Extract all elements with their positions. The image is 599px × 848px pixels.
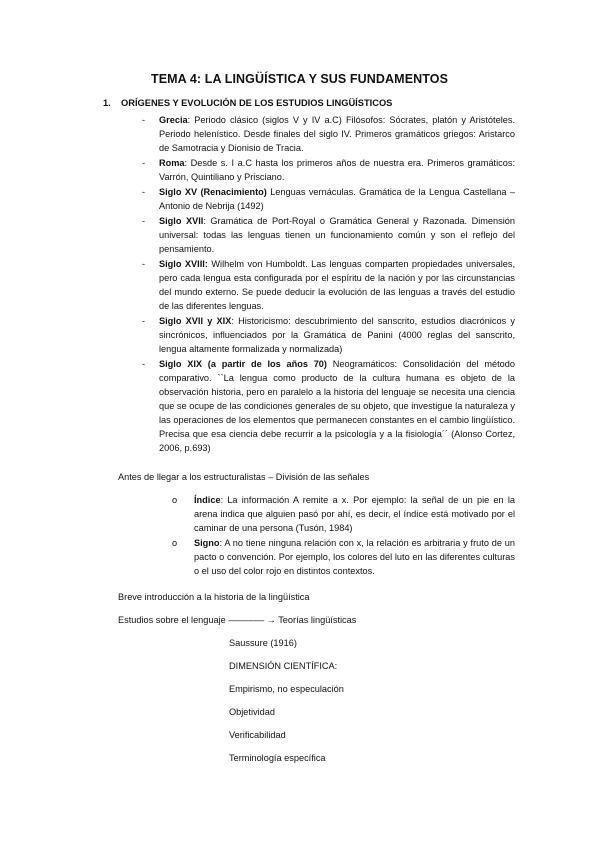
dash-bullet: -	[142, 359, 146, 369]
studies-line: Estudios sobre el lenguaje ––––––– → Teorías lingüísticas	[118, 615, 357, 625]
item-text: : La información A remite a x. Por ejemplo: la señal de un pie en la arena indica que alguien pasó por ahí, es decir, el índice está motivado por el caminar de una persona (Tusón, 1984)	[194, 495, 515, 533]
dash-bullet: -	[142, 259, 146, 269]
theory-line: Terminología específica	[229, 753, 326, 763]
item-text: Wilhelm von Humboldt. Las lenguas comparten propiedades universales, pero cada lengua esta configurada por el espíritu de la nación y por las circunstancias del mundo externo. Se puede deducir la evolución de las lenguas a través del estudio de las diferentes lenguas.	[159, 259, 515, 311]
item-text: : Historicismo: descubrimiento del sanscrito, estudios diacrónicos y sincrónicos, influenciados por la Gramática de Panini (4000 reglas del sanscrito, lengua altamente formalizada y normalizada)	[159, 316, 515, 354]
item-text: : Gramática de Port-Royal o Gramática General y Razonada. Dimensión universal: todas las lenguas tienen un funcionamiento común y son el reflejo del pensamiento.	[159, 216, 515, 254]
section-heading-text: ORÍGENES Y EVOLUCIÓN DE LOS ESTUDIOS LINGÜÍSTICOS	[121, 98, 393, 108]
dash-bullet: -	[142, 187, 146, 197]
list-item	[143, 314, 515, 356]
theory-line: Objetividad	[229, 707, 275, 717]
list-item	[143, 156, 515, 184]
dash-bullet: -	[142, 316, 146, 326]
list-item	[143, 185, 515, 213]
list-item	[172, 536, 515, 578]
theory-line: DIMENSIÓN CIENTÍFICA:	[229, 661, 338, 671]
item-term: Siglo XVIII:	[159, 259, 208, 269]
circle-bullet: o	[172, 495, 178, 505]
list-item	[143, 357, 515, 455]
item-text: : Desde s. I a.C hasta los primeros años de nuestra era. Primeros gramáticos: Varrón, Quintiliano y Prisciano.	[159, 158, 515, 182]
item-term: Roma	[159, 158, 185, 168]
theory-line: Verificabilidad	[229, 730, 286, 740]
section-number: 1.	[103, 98, 111, 108]
dash-bullet: -	[142, 115, 146, 125]
item-text: Neogramáticos: Consolidación del método comparativo. ``La lengua como producto de la cultura humana es objeto de la observación historia, pero en paralelo a la historia del lenguaje se necesita una ciencia que se ocupe de las condiciones generales de su objeto, que investigue la naturaleza y las operaciones de los elementos que permanecen constantes en el cambio lingüístico. Precisa que esa ciencia debe recurrir a la psicología y a la fisiología´´ (Alonso Cortez, 2006, p.693)	[159, 359, 515, 453]
circle-bullet: o	[172, 538, 178, 548]
item-text: Lenguas vernáculas. Gramática de la Lengua Castellana – Antonio de Nebrija (1492)	[159, 187, 515, 211]
item-term: Signo	[194, 538, 220, 548]
item-text: : Periodo clásico (siglos V y IV a.C) Filósofos: Sócrates, platón y Aristóteles. Periodo helenístico. Desde finales del siglo IV. Primeros gramáticos griegos: Aristarco de Samotracia y Dionisio de Tracia.	[159, 115, 515, 153]
history-list	[143, 113, 515, 456]
item-term: Siglo XVII y XIX	[159, 316, 232, 326]
item-text: : A no tiene ninguna relación con x, la relación es arbitraria y fruto de un pacto o convención. Por ejemplo, los colores del luto en las diferentes culturas o el uso del color rojo en distintos contextos.	[194, 538, 515, 576]
item-term: Siglo XIX (a partir de los años 70)	[159, 359, 327, 369]
theory-line: Saussure (1916)	[229, 638, 297, 648]
list-item	[172, 493, 515, 535]
dash-bullet: -	[142, 158, 146, 168]
item-term: Índice	[194, 495, 221, 505]
section-heading	[103, 98, 392, 108]
item-term: Siglo XV (Renacimiento)	[159, 187, 267, 197]
dash-bullet: -	[142, 216, 146, 226]
item-term: Siglo XVII	[159, 216, 204, 226]
theory-line: Empirismo, no especulación	[229, 684, 344, 694]
signals-list	[172, 493, 515, 579]
item-term: Grecia	[159, 115, 188, 125]
page-title: TEMA 4: LA LINGÜÍSTICA Y SUS FUNDAMENTOS	[150, 72, 449, 86]
structuralists-intro: Antes de llegar a los estructuralistas – División de las señales	[118, 472, 370, 482]
list-item	[143, 214, 515, 256]
list-item	[143, 257, 515, 313]
list-item	[143, 113, 515, 155]
brief-intro: Breve introducción a la historia de la lingüística	[118, 592, 310, 602]
